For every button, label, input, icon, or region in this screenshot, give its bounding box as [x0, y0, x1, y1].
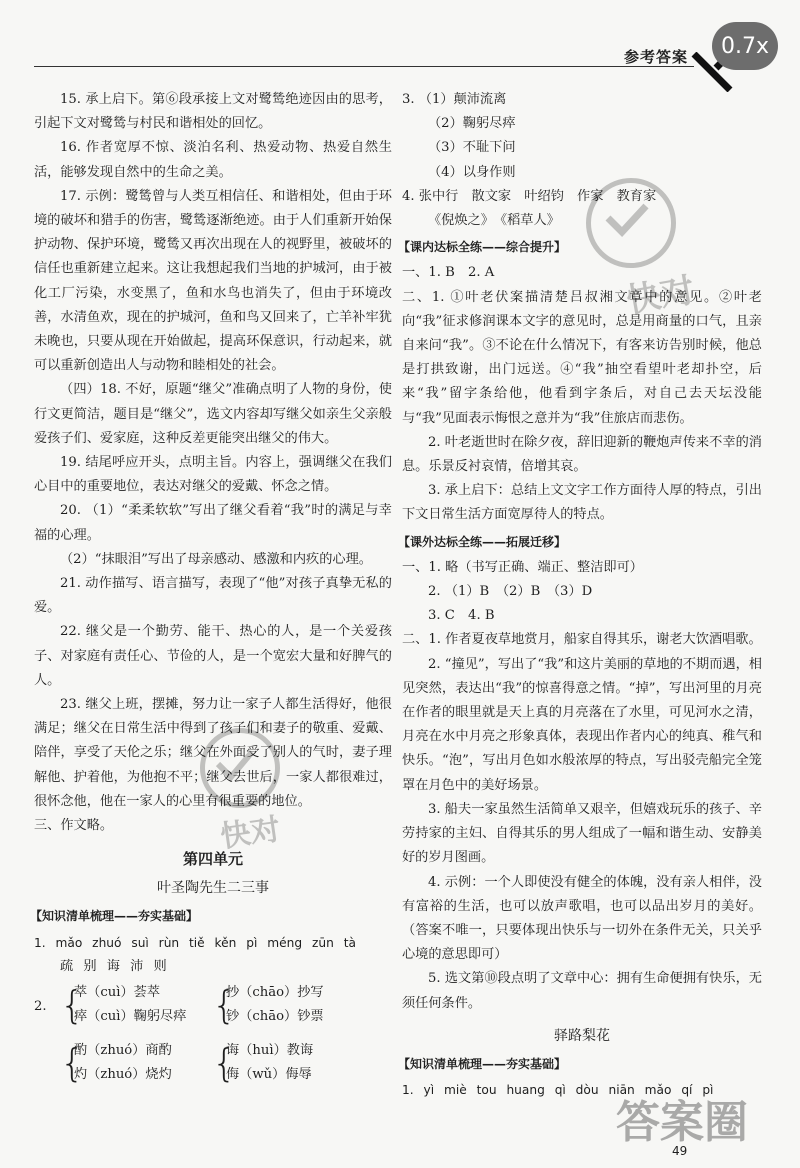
q3-answer-item: （3）不耻下问 [428, 140, 516, 156]
left-answer-list [34, 88, 392, 838]
brace-line: 钞（chāo）钞票 [226, 1008, 324, 1024]
brace-icon: { [212, 982, 237, 1027]
watermark-text: 快对 [218, 811, 283, 855]
answer-item: 二、1. ①叶老伏案描清楚吕叔湘文章中的意见。②叶老向“我”征求修润课本文字的意见时，总是用商量的口气，且亲自来问“我”。③不论在什么情况下，有客来访告别时候，他总是打拱致谢，出门远送。④“我”抽空看望叶老却扑空，后来“我”留字条给他，他看到字条后，对自己去天坛没能与“我”见面表示悔恨之意并为“我”住旅店而悲伤。 [402, 289, 762, 426]
answer-item: 2. “撞见”，写出了“我”和这片美丽的草地的不期而遇，相见突然，表达出“我”的惊喜得意之情。“掉”，写出河里的月亮在作者的眼里就是天上真的月亮落在了水里，可见河水之清，月亮在水中月亮之形象真体，表现出作者内心的纯真、稚气和快乐。“泡”，写出月色如水般浓厚的特点，写出驳壳船完全笼罩在月色中的美好场景。 [402, 656, 762, 793]
q4-answer: 4. 张中行 散文家 叶绍钧 作家 教育家 [402, 188, 657, 204]
answer-item: 15. 承上启下。第⑥段承接上文对鹭鸶绝迹因由的思考，引起下文对鹭鸶与村民和谐相处的回忆。 [34, 92, 392, 132]
brace-row-1 [34, 981, 392, 1033]
brace-line: 诲（huì）教诲 [226, 1042, 314, 1058]
brace-row-2 [34, 1039, 392, 1091]
answer-logo: 答案圈 [616, 1097, 748, 1148]
brace-line: 抄（chāo）抄写 [226, 984, 324, 1000]
pinyin-line-2: 1. yì miè tou huang qì dòu niān mǎo qí pì [402, 1082, 714, 1097]
header-rule [34, 66, 694, 67]
brace-icon: { [212, 1040, 237, 1085]
answer-item: 【课外达标全练——拓展迁移】 [398, 534, 567, 549]
section-heading: 【知识清单梳理——夯实基础】 [30, 909, 199, 924]
header-title: 参考答案 [624, 48, 689, 66]
answer-item: 4. 示例：一个人即使没有健全的体魄，没有亲人相伴，没有富裕的生活，也可以放声歌唱，也可以品出岁月的美好。（答案不唯一，只要体现出快乐与一切外在条件无关，只关乎心境的意思即可） [402, 874, 762, 963]
page-number: 49 [672, 1144, 688, 1158]
section-heading: 【课内达标全练——综合提升】 [398, 240, 567, 255]
watermark-text: 快对 [623, 270, 698, 322]
answer-item: 3. 承上启下：总结上文文字工作方面待人厚的特点，引出下文日常生活方面宽厚待人的特点。 [402, 483, 762, 523]
section-heading: 【知识清单梳理——夯实基础】 [398, 1056, 567, 1071]
right-answer-list [398, 261, 762, 1015]
answer-item: 三、作文略。 [34, 818, 114, 834]
answer-item: 一、1. 略（书写正确、端正、整洁即可） [402, 559, 643, 575]
page-header [0, 0, 800, 70]
answer-item: 一、1. B 2. A [402, 265, 495, 281]
question-number: 2. [34, 998, 47, 1014]
left-column [30, 88, 392, 1091]
answer-item: 20. （1）“柔柔软软”写出了继父看着“我”时的满足与幸福的心理。 [34, 503, 392, 543]
brace-line: 灼（zhuó）烧灼 [74, 1066, 172, 1082]
right-column [398, 88, 762, 1102]
q3-answer-item: （4）以身作则 [428, 164, 516, 180]
brace-line: 萃（cuì）荟萃 [74, 984, 161, 1000]
q3-answer-item: 3. （1）颠沛流离 [402, 92, 507, 107]
answer-item: 二、1. 作者夏夜草地赏月，船家自得其乐，谢老大饮酒唱歌。 [402, 632, 762, 648]
brace-line: 侮（wǔ）侮辱 [226, 1066, 312, 1082]
q3-answer-item: （2）鞠躬尽瘁 [428, 116, 516, 132]
answer-item: （四）18. 不好，原题“继父”准确点明了人物的身份，使行文更简洁，题目是“继父”，选文内容却写继父如亲生父亲般爱孩子们、爱家庭，这种反差更能突出继父的伟大。 [34, 382, 392, 446]
words-line: 疏 别 诲 沛 则 [60, 958, 170, 974]
q3-answer-list [402, 88, 762, 185]
answer-item: 23. 继父上班，摆摊，努力让一家子人都生活得好，他很满足；继父在日常生活中得到了孩子们和妻子的敬重、爱戴、陪伴，享受了天伦之乐；继父在外面受了别人的气时，妻子理解他、护着他，为他抱不平；继父去世后，一家人都很难过，很怀念他，他在一家人的心里有很重要的地位。 [34, 697, 392, 809]
answer-item: 19. 结尾呼应开头，点明主旨。内容上，强调继父在我们心目中的重要地位，表达对继父的爱戴、怀念之情。 [34, 455, 392, 495]
brace-line: 酌（zhuó）商酌 [74, 1042, 172, 1058]
answer-item: （2）“抹眼泪”写出了母亲感动、感激和内疚的心理。 [60, 551, 372, 567]
answer-item: 2. 叶老逝世时在除夕夜，辞旧迎新的鞭炮声传来不幸的消息。乐景反衬哀情，倍增其哀。 [402, 434, 762, 475]
brace-icon: { [60, 1040, 85, 1085]
q4-answer-works: 《倪焕之》 《稻草人》 [428, 213, 560, 229]
brace-line: 瘁（cuì）鞠躬尽瘁 [74, 1008, 187, 1024]
answer-item: 16. 作者宽厚不惊、淡泊名利、热爱动物、热爱自然生活，能够发现自然中的生命之美。 [34, 140, 392, 180]
answer-item: 3. 船夫一家虽然生活简单又艰辛，但嬉戏玩乐的孩子、辛劳持家的主妇、自得其乐的男人组成了一幅和谐生动、安静美好的岁月图画。 [402, 801, 762, 866]
lesson-title: 叶圣陶先生二三事 [157, 880, 269, 897]
lesson-title-2: 驿路梨花 [554, 1027, 610, 1044]
answer-item: 17. 示例：鹭鸶曾与人类互相信任、和谐相处，但由于环境的破坏和猎手的伤害，鹭鸶逐渐绝迹。由于人们重新开始保护动物、保护环境，鹭鸶又再次出现在人的视野里，被破坏的信任也重新建立起来。这让我想起我们当地的护城河，由于被化工厂污染，水变黑了，鱼和水鸟也消失了，但由于环境改善，水清鱼欢，现在的护城河，鱼和鸟又回来了，亡羊补牢犹未晚也，只要从现在开始做起，提高环保意识，行动起来，就可以重新创造出人与动物和睦相处的社会。 [34, 188, 392, 374]
answer-item: 21. 动作描写、语言描写，表现了“他”对孩子真挚无私的爱。 [34, 576, 392, 616]
brace-icon: { [60, 982, 85, 1027]
unit-title: 第四单元 [182, 850, 243, 869]
answer-item: 5. 选文第⑩段点明了文章中心：拥有生命便拥有快乐，无须任何条件。 [402, 971, 762, 1011]
answer-item: 3. C 4. B [428, 608, 495, 624]
answer-item: 2. （1）B （2）B （3）D [428, 584, 593, 600]
pinyin-line: 1. mǎo zhuó suì rùn tiě kěn pì méng zūn tà [34, 935, 356, 950]
answer-item: 22. 继父是一个勤劳、能干、热心的人，是一个关爱孩子、对家庭有责任心、节俭的人，是一个宽宏大量和好脾气的人。 [34, 624, 392, 688]
playback-speed-button[interactable]: 0.7x [712, 22, 778, 70]
